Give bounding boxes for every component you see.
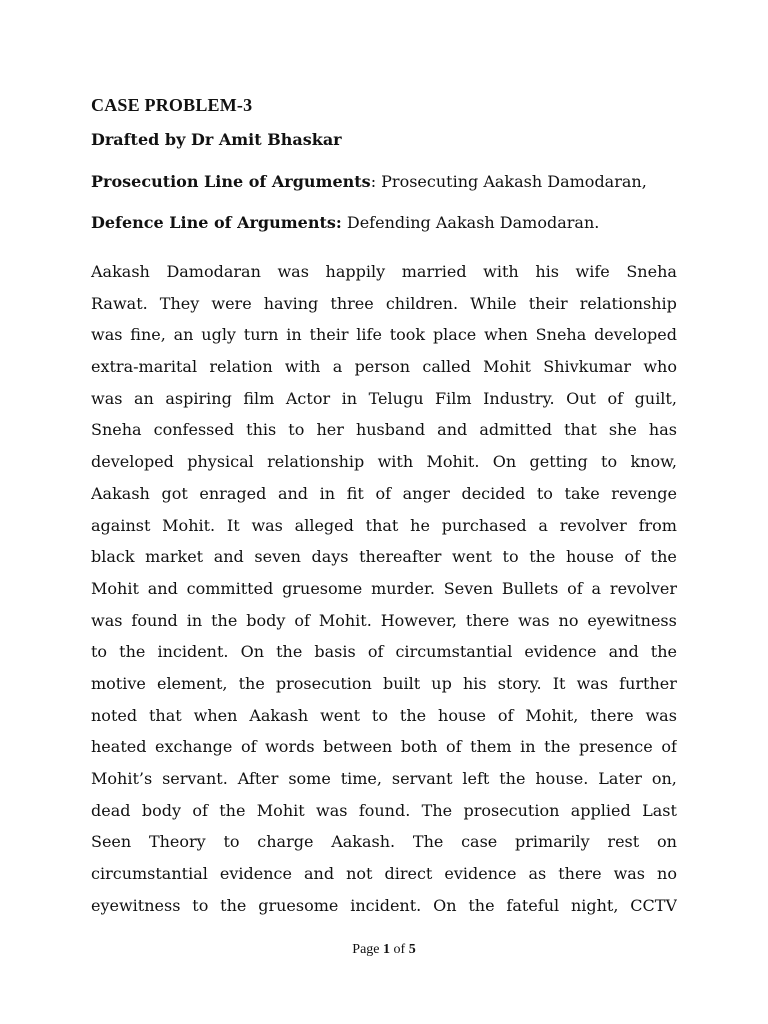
- word: evidence: [219, 864, 292, 884]
- word: Aakash.: [331, 832, 396, 852]
- of-word: of: [390, 942, 409, 957]
- word: to: [223, 832, 240, 852]
- justified-line: [91, 605, 677, 637]
- word: Last: [642, 800, 677, 820]
- word: The: [412, 832, 444, 852]
- word: was: [91, 610, 123, 630]
- word: guilt,: [634, 388, 677, 408]
- body-line: [91, 858, 677, 890]
- word: went: [452, 547, 492, 567]
- justified-line: [91, 319, 677, 351]
- word: days: [311, 547, 349, 567]
- justified-line: [91, 541, 677, 573]
- body-line: [91, 256, 677, 288]
- word: house: [438, 705, 486, 725]
- word: in: [520, 737, 536, 757]
- justified-line: [91, 351, 677, 383]
- word: with: [377, 452, 414, 472]
- word: of: [497, 705, 514, 725]
- word: on: [656, 832, 677, 852]
- word: an: [173, 325, 194, 345]
- word: of: [624, 547, 641, 567]
- word: gruesome: [282, 578, 363, 598]
- case-title: CASE PROBLEM-3: [91, 95, 253, 115]
- word: Aakash: [249, 705, 309, 725]
- word: has: [648, 420, 677, 440]
- word: Telugu: [368, 388, 424, 408]
- word: committed: [186, 578, 274, 598]
- word: and: [277, 483, 309, 503]
- word: circumstantial: [91, 864, 208, 884]
- word: children.: [385, 293, 459, 313]
- word: Rawat.: [91, 293, 148, 313]
- justified-line: [91, 478, 677, 510]
- word: primarily: [515, 832, 590, 852]
- word: of: [567, 578, 583, 598]
- word: to: [192, 895, 209, 915]
- defence-label: Defence Line of Arguments:: [91, 213, 342, 232]
- word: the: [499, 769, 526, 788]
- word: was: [518, 610, 550, 630]
- word: and: [147, 578, 178, 598]
- word: gruesome: [258, 895, 339, 915]
- word: time,: [340, 769, 382, 788]
- body-line: [91, 763, 677, 795]
- word: a: [332, 357, 343, 377]
- word: the: [220, 895, 247, 915]
- word: of: [375, 483, 392, 503]
- body-line: [91, 478, 677, 510]
- word: further: [619, 673, 677, 693]
- word: Later: [598, 769, 642, 788]
- word: exchange: [155, 737, 233, 757]
- word: who: [643, 357, 677, 377]
- word: their: [309, 325, 349, 345]
- word: incident.: [350, 895, 422, 915]
- word: Sneha: [91, 420, 142, 440]
- word: their: [528, 293, 568, 313]
- word: having: [263, 293, 319, 313]
- word: enraged: [199, 483, 267, 503]
- justified-line: [91, 858, 677, 890]
- justified-line: [91, 446, 677, 478]
- word: the: [544, 737, 571, 757]
- word: story.: [497, 673, 542, 693]
- word: was: [613, 864, 646, 884]
- word: to: [601, 452, 618, 472]
- word: the: [211, 610, 238, 630]
- word: was: [316, 800, 348, 820]
- word: words: [265, 737, 315, 757]
- word: Mohit: [91, 578, 139, 598]
- word: when: [193, 705, 238, 725]
- word: Mohit’s: [91, 769, 153, 788]
- word: of: [661, 737, 677, 757]
- body-line: [91, 795, 677, 827]
- word: that: [564, 420, 597, 440]
- word: to: [502, 547, 519, 567]
- word: of: [446, 737, 462, 757]
- word: body: [141, 800, 181, 820]
- word: murder.: [371, 578, 435, 598]
- justified-line: [91, 700, 677, 732]
- word: fateful: [506, 895, 560, 915]
- body-line: [91, 605, 677, 637]
- body-line: [91, 890, 677, 922]
- defence-text: Defending Aakash Damodaran.: [341, 213, 600, 232]
- word: found.: [358, 800, 411, 820]
- justified-line: [91, 668, 677, 700]
- word: getting: [529, 452, 588, 472]
- word: Mohit: [483, 357, 531, 377]
- word: direct: [384, 864, 433, 884]
- word: seven: [254, 547, 301, 567]
- page-footer: [0, 942, 768, 958]
- body-line: [91, 826, 677, 858]
- word: revolver: [609, 578, 677, 598]
- word: husband: [355, 420, 426, 440]
- word: was: [251, 515, 283, 535]
- word: Aakash: [91, 483, 150, 503]
- word: extra-marital: [91, 357, 198, 377]
- word: Out: [566, 388, 596, 408]
- word: revenge: [611, 483, 677, 503]
- word: rest: [607, 832, 640, 852]
- word: and: [213, 547, 244, 567]
- word: person: [354, 357, 411, 377]
- word: relationship: [579, 293, 677, 313]
- word: as: [528, 864, 547, 884]
- word: to: [91, 642, 108, 662]
- word: and: [303, 864, 335, 884]
- justified-line: [91, 510, 677, 542]
- word: house.: [535, 769, 589, 788]
- word: Seen: [91, 832, 132, 852]
- page-total: 5: [408, 942, 416, 957]
- justified-line: [91, 636, 677, 668]
- word: know,: [630, 452, 677, 472]
- word: Shivkumar: [543, 357, 632, 377]
- word: However,: [380, 610, 457, 630]
- word: of: [240, 737, 257, 757]
- word: On: [433, 895, 457, 915]
- word: evidence: [524, 642, 597, 662]
- word: on,: [651, 769, 677, 788]
- word: this: [246, 420, 277, 440]
- word: went: [320, 705, 360, 725]
- word: both: [400, 737, 438, 757]
- word: the: [238, 673, 265, 693]
- word: applied: [570, 800, 631, 820]
- word: to: [371, 705, 388, 725]
- justified-line: [91, 795, 677, 827]
- word: some: [288, 769, 331, 788]
- word: the: [468, 895, 495, 915]
- case-body-paragraph: [91, 256, 677, 921]
- body-line: [91, 731, 677, 763]
- word: Industry.: [483, 388, 555, 408]
- word: decided: [461, 483, 526, 503]
- word: body: [246, 610, 286, 630]
- word: relationship: [267, 452, 365, 472]
- word: turn: [243, 325, 279, 345]
- body-line: [91, 573, 677, 605]
- word: purchased: [441, 515, 527, 535]
- word: was: [645, 705, 677, 725]
- word: took: [389, 325, 426, 345]
- author-line: Drafted by Dr Amit Bhaskar: [91, 130, 342, 149]
- body-line: [91, 700, 677, 732]
- justified-line: [91, 383, 677, 415]
- body-line: [91, 288, 677, 320]
- word: The: [421, 800, 453, 820]
- word: found: [131, 610, 178, 630]
- word: CCTV: [630, 895, 677, 915]
- word: his: [462, 673, 487, 693]
- body-line: [91, 383, 677, 415]
- word: Theory: [148, 832, 206, 852]
- word: was: [91, 325, 123, 345]
- word: a: [538, 515, 548, 535]
- word: against: [91, 515, 151, 535]
- word: in: [286, 325, 302, 345]
- word: that: [365, 515, 399, 535]
- word: After: [237, 769, 279, 788]
- word: motive: [91, 673, 146, 693]
- word: in: [341, 388, 358, 408]
- word: element,: [156, 673, 228, 693]
- word: he: [410, 515, 430, 535]
- word: prosecution: [463, 800, 560, 820]
- word: eyewitness: [91, 895, 181, 915]
- word: and: [608, 642, 639, 662]
- word: her: [316, 420, 344, 440]
- word: there: [465, 610, 510, 630]
- word: Mohit.: [318, 610, 372, 630]
- word: It: [552, 673, 566, 693]
- word: an: [134, 388, 154, 408]
- word: developed: [594, 325, 677, 345]
- word: to: [288, 420, 305, 440]
- word: got: [161, 483, 188, 503]
- word: in: [319, 483, 336, 503]
- word: servant: [391, 769, 453, 788]
- word: was: [91, 388, 123, 408]
- word: Mohit: [256, 800, 305, 820]
- word: was: [576, 673, 609, 693]
- body-line: [91, 446, 677, 478]
- word: no: [657, 864, 677, 884]
- word: dead: [91, 800, 131, 820]
- word: Sneha: [626, 262, 677, 281]
- word: Mohit,: [525, 705, 579, 725]
- word: market: [145, 547, 204, 567]
- prosecution-label: Prosecution Line of Arguments: [91, 172, 371, 191]
- word: Damodaran: [166, 262, 261, 281]
- word: were: [211, 293, 252, 313]
- word: aspiring: [165, 388, 232, 408]
- word: prosecution: [275, 673, 372, 693]
- word: incident.: [157, 642, 229, 662]
- word: life: [356, 325, 382, 345]
- word: the: [650, 642, 677, 662]
- page-word: Page: [352, 942, 384, 957]
- justified-line: [91, 890, 677, 922]
- word: she: [608, 420, 637, 440]
- word: wife: [575, 262, 610, 281]
- word: a: [591, 578, 602, 598]
- justified-line: [91, 573, 677, 605]
- word: noted: [91, 705, 138, 725]
- justified-line: [91, 826, 677, 858]
- word: happily: [325, 262, 386, 281]
- word: the: [650, 547, 677, 567]
- word: thereafter: [359, 547, 442, 567]
- justified-line: [91, 288, 677, 320]
- word: Seven: [443, 578, 494, 598]
- word: the: [529, 547, 556, 567]
- word: that: [149, 705, 182, 725]
- body-line: [91, 541, 677, 573]
- word: circumstantial: [395, 642, 513, 662]
- word: On: [240, 642, 264, 662]
- word: evidence: [444, 864, 517, 884]
- prosecution-line: [91, 172, 647, 191]
- body-line: [91, 351, 677, 383]
- body-line: [91, 319, 677, 351]
- word: married: [401, 262, 467, 281]
- word: take: [564, 483, 600, 503]
- word: Aakash: [91, 262, 150, 281]
- word: there: [558, 864, 602, 884]
- word: three: [330, 293, 374, 313]
- word: admitted: [479, 420, 552, 440]
- justified-line: [91, 414, 677, 446]
- word: the: [119, 642, 146, 662]
- word: anger: [402, 483, 450, 503]
- word: confessed: [153, 420, 235, 440]
- word: night,: [570, 895, 619, 915]
- word: fine,: [130, 325, 166, 345]
- word: basis: [314, 642, 356, 662]
- word: his: [535, 262, 559, 281]
- word: of: [192, 800, 208, 820]
- word: alleged: [294, 515, 354, 535]
- word: Bullets: [501, 578, 559, 598]
- word: presence: [578, 737, 653, 757]
- word: developed: [91, 452, 174, 472]
- body-line: [91, 414, 677, 446]
- word: physical: [187, 452, 254, 472]
- word: built: [382, 673, 421, 693]
- word: and: [437, 420, 468, 440]
- word: called: [422, 357, 471, 377]
- word: of: [607, 388, 624, 408]
- word: up: [431, 673, 452, 693]
- justified-line: [91, 731, 677, 763]
- word: relation: [209, 357, 273, 377]
- page-number: 1: [383, 942, 391, 957]
- word: Film: [435, 388, 472, 408]
- word: They: [159, 293, 200, 313]
- justified-line: [91, 256, 677, 288]
- word: Sneha: [535, 325, 587, 345]
- word: black: [91, 547, 135, 567]
- word: with: [483, 262, 519, 281]
- word: to: [536, 483, 553, 503]
- word: of: [294, 610, 310, 630]
- word: no: [558, 610, 579, 630]
- word: It: [226, 515, 240, 535]
- word: Mohit.: [162, 515, 216, 535]
- word: the: [276, 642, 303, 662]
- word: Actor: [285, 388, 331, 408]
- word: While: [470, 293, 517, 313]
- word: Mohit.: [426, 452, 480, 472]
- word: not: [346, 864, 373, 884]
- word: eyewitness: [587, 610, 677, 630]
- word: between: [323, 737, 393, 757]
- word: house: [565, 547, 614, 567]
- word: the: [219, 800, 246, 820]
- word: with: [284, 357, 321, 377]
- word: there: [590, 705, 634, 725]
- word: was: [277, 262, 309, 281]
- word: in: [186, 610, 203, 630]
- word: servant.: [162, 769, 228, 788]
- word: fit: [346, 483, 364, 503]
- word: of: [367, 642, 384, 662]
- word: left: [462, 769, 490, 788]
- word: heated: [91, 737, 147, 757]
- body-line: [91, 636, 677, 668]
- defence-line: [91, 213, 599, 232]
- word: film: [243, 388, 275, 408]
- word: revolver: [559, 515, 627, 535]
- word: them: [470, 737, 512, 757]
- word: when: [484, 325, 528, 345]
- word: charge: [257, 832, 314, 852]
- prosecution-text: : Prosecuting Aakash Damodaran,: [370, 172, 647, 191]
- word: from: [638, 515, 677, 535]
- word: the: [399, 705, 427, 725]
- body-line: [91, 668, 677, 700]
- word: case: [461, 832, 498, 852]
- justified-line: [91, 763, 677, 795]
- body-line: [91, 510, 677, 542]
- word: place: [432, 325, 477, 345]
- word: On: [492, 452, 517, 472]
- word: ugly: [201, 325, 236, 345]
